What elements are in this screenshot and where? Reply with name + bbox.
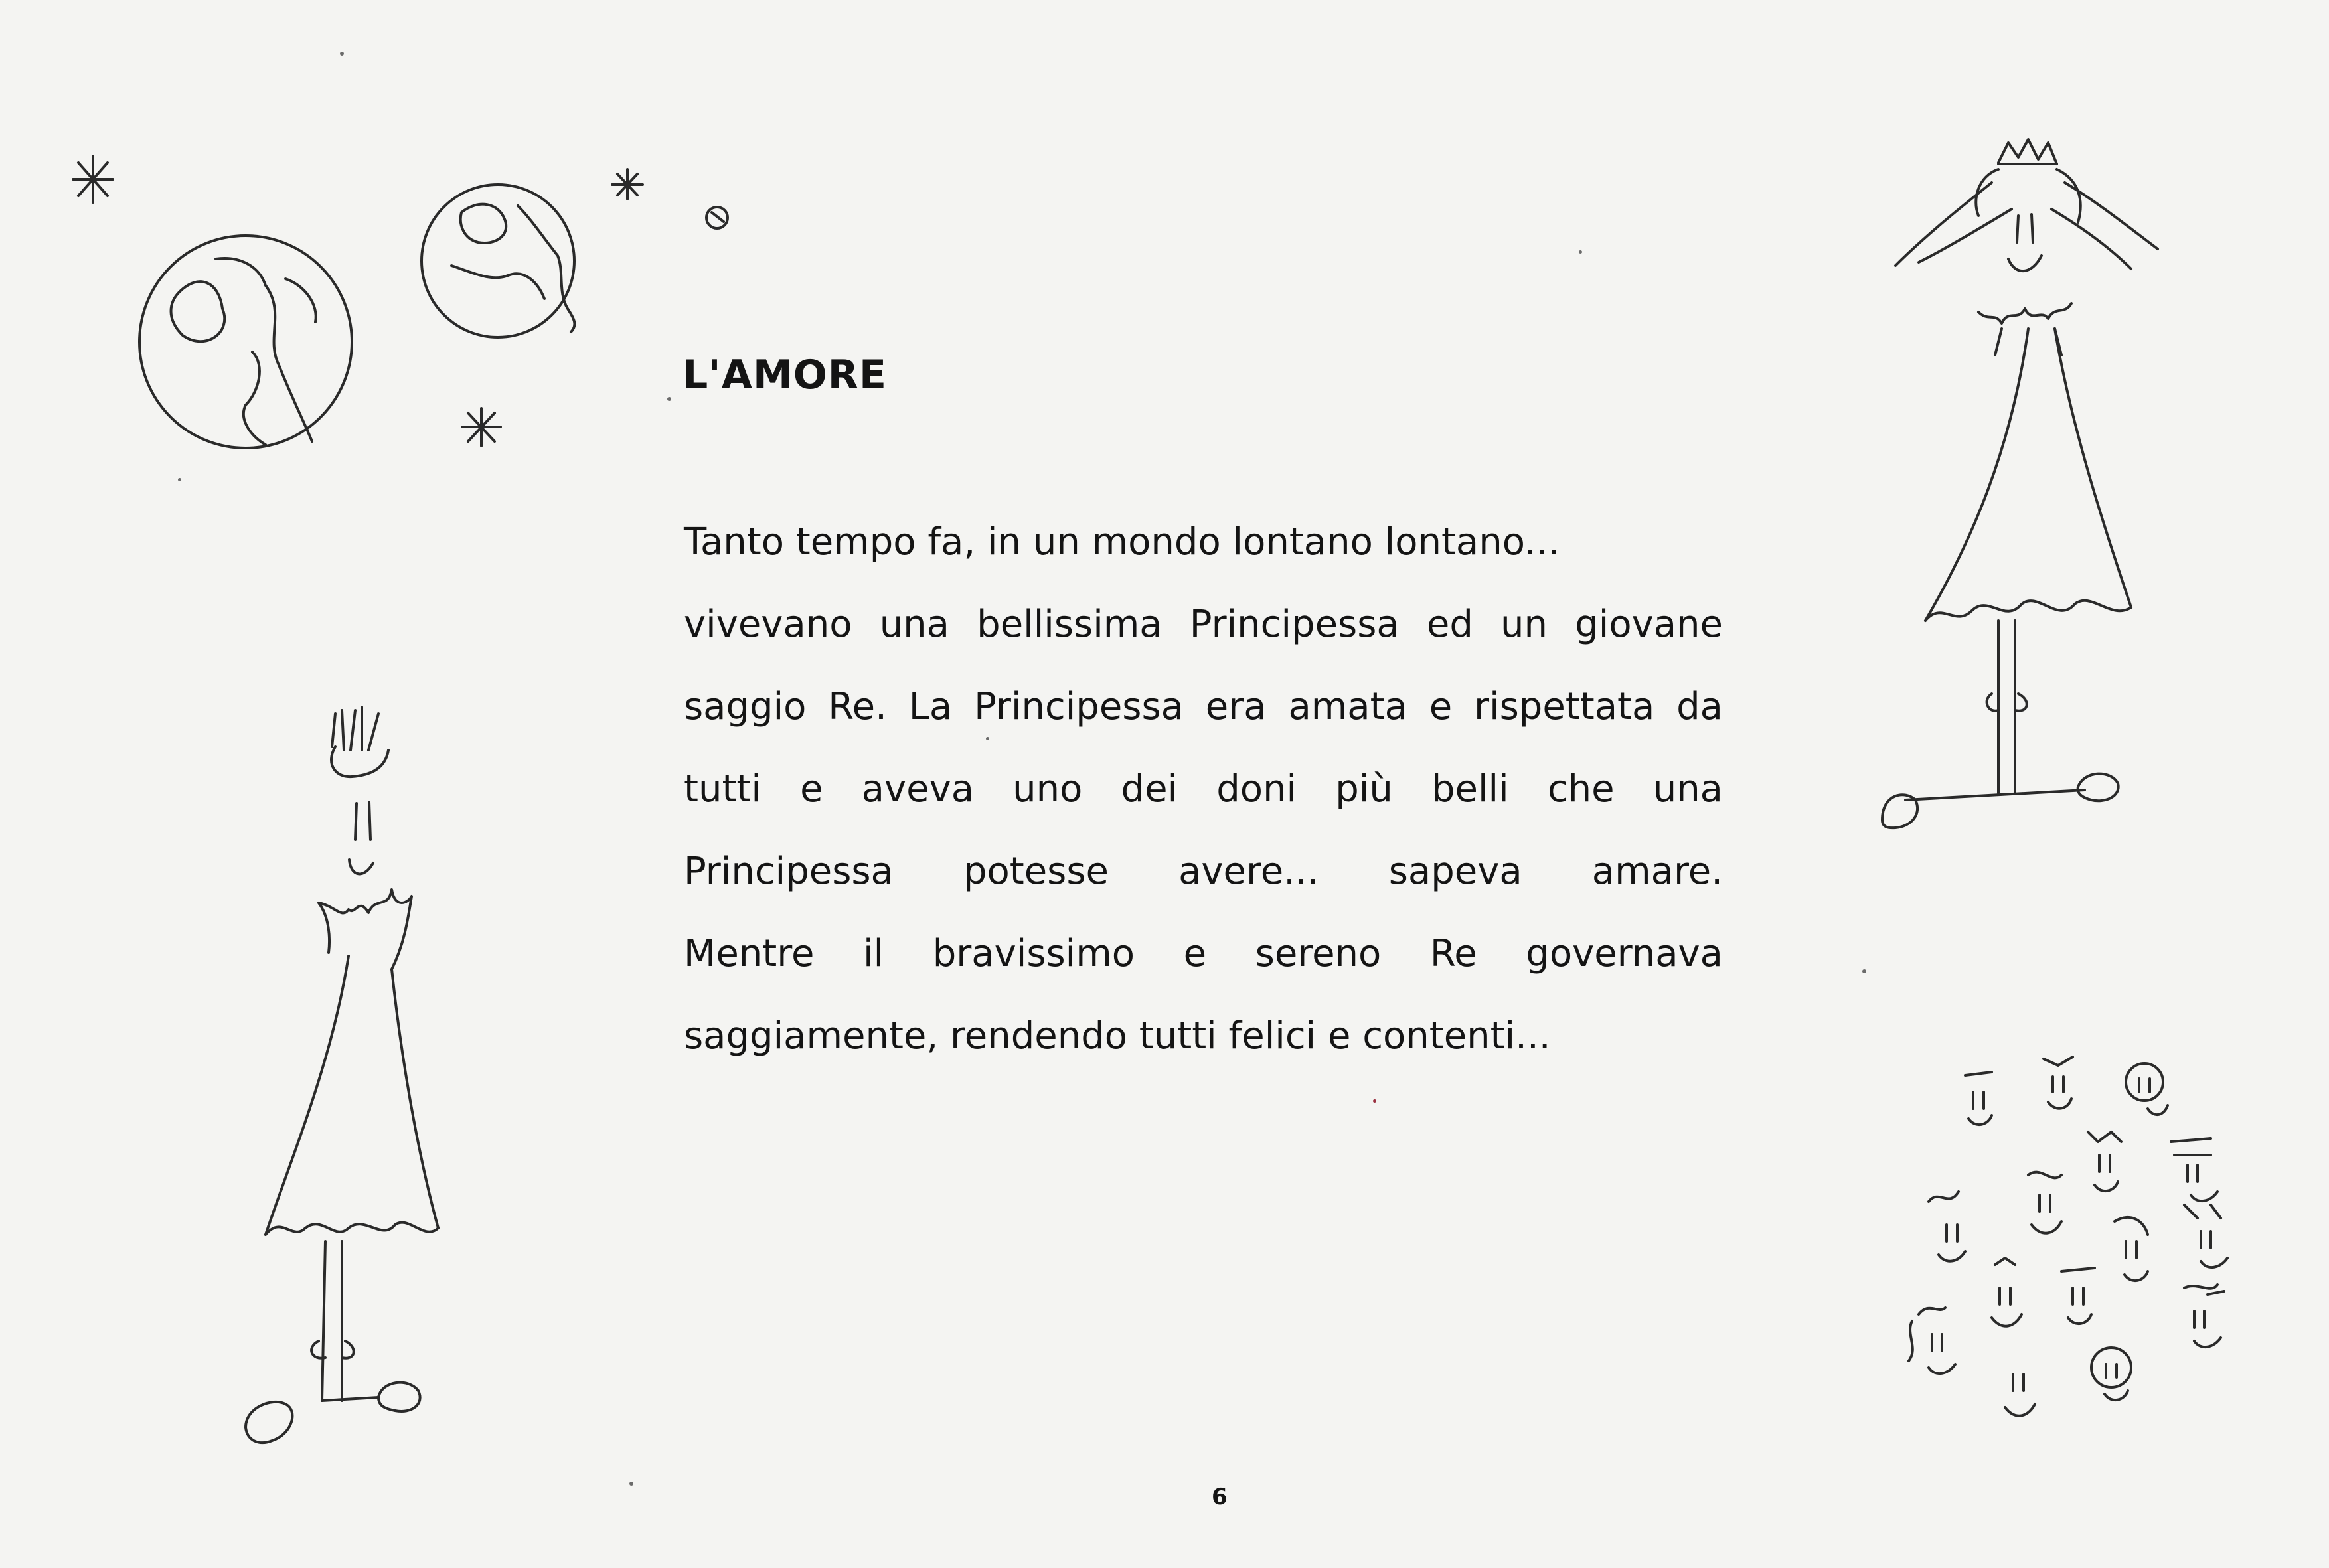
princess-face-icon	[2008, 214, 2042, 271]
small-moon-icon	[706, 207, 728, 228]
princess-crown-icon	[1998, 139, 2057, 164]
face-icon	[1929, 1192, 1965, 1261]
planet-left-icon	[139, 236, 352, 448]
face-icon	[2005, 1374, 2035, 1416]
paragraph-line: Principessa potesse avere... sapeva amare.	[684, 850, 1723, 893]
king-figure-illustration	[219, 690, 458, 1474]
paper-speck	[629, 1482, 633, 1486]
paragraph-line: vivevano una bellissima Principessa ed un giovane	[684, 603, 1723, 646]
paper-speck	[1579, 250, 1582, 254]
face-icon	[2115, 1217, 2148, 1281]
face-icon	[2184, 1285, 2224, 1347]
princess-hair-icon	[1895, 169, 2158, 269]
paper-speck	[1862, 969, 1866, 973]
face-icon	[2091, 1348, 2131, 1400]
king-collar-icon	[319, 890, 412, 969]
star-icon	[73, 156, 113, 202]
king-feet-icon	[246, 1383, 420, 1443]
paragraph-line: Tanto tempo fa, in un mondo lontano lontano...	[684, 520, 1560, 564]
face-icon	[1965, 1072, 1992, 1125]
paper-speck	[340, 52, 344, 56]
face-icon	[2126, 1063, 2168, 1115]
princess-legs-icon	[1905, 621, 2085, 800]
bottom-star-icon	[462, 408, 501, 446]
face-icon	[2061, 1268, 2095, 1324]
princess-feet-icon	[1882, 774, 2119, 828]
story-paragraph	[684, 501, 1723, 1077]
crowd-of-faces-illustration	[1899, 1056, 2244, 1427]
paragraph-line: Mentre il bravissimo e sereno Re governava	[684, 932, 1723, 975]
face-icon	[2028, 1172, 2061, 1233]
planet-right-icon	[422, 185, 574, 337]
face-icon	[2171, 1138, 2217, 1201]
planets-and-stars-illustration	[66, 139, 763, 485]
king-legs-icon	[311, 1241, 378, 1401]
page-number: 6	[1212, 1484, 1228, 1510]
paper-speck	[1373, 1099, 1376, 1103]
face-icon	[1909, 1308, 1955, 1373]
princess-dress-icon	[1925, 329, 2131, 621]
chapter-title: L'AMORE	[683, 352, 887, 398]
face-icon	[2088, 1132, 2121, 1191]
paragraph-line: saggio Re. La Principessa era amata e rispettata da	[684, 685, 1723, 728]
face-icon	[1992, 1258, 2022, 1326]
paragraph-line: tutti e aveva uno dei doni più belli che una	[684, 767, 1723, 811]
king-robe-icon	[266, 956, 438, 1235]
face-icon	[2184, 1205, 2227, 1267]
face-icon	[2044, 1057, 2073, 1109]
king-crown-icon	[331, 707, 388, 777]
king-face-icon	[349, 802, 373, 874]
paragraph-line: saggiamente, rendendo tutti felici e contenti...	[684, 1014, 1551, 1058]
princess-figure-illustration	[1879, 129, 2171, 833]
small-star-icon	[612, 169, 643, 199]
